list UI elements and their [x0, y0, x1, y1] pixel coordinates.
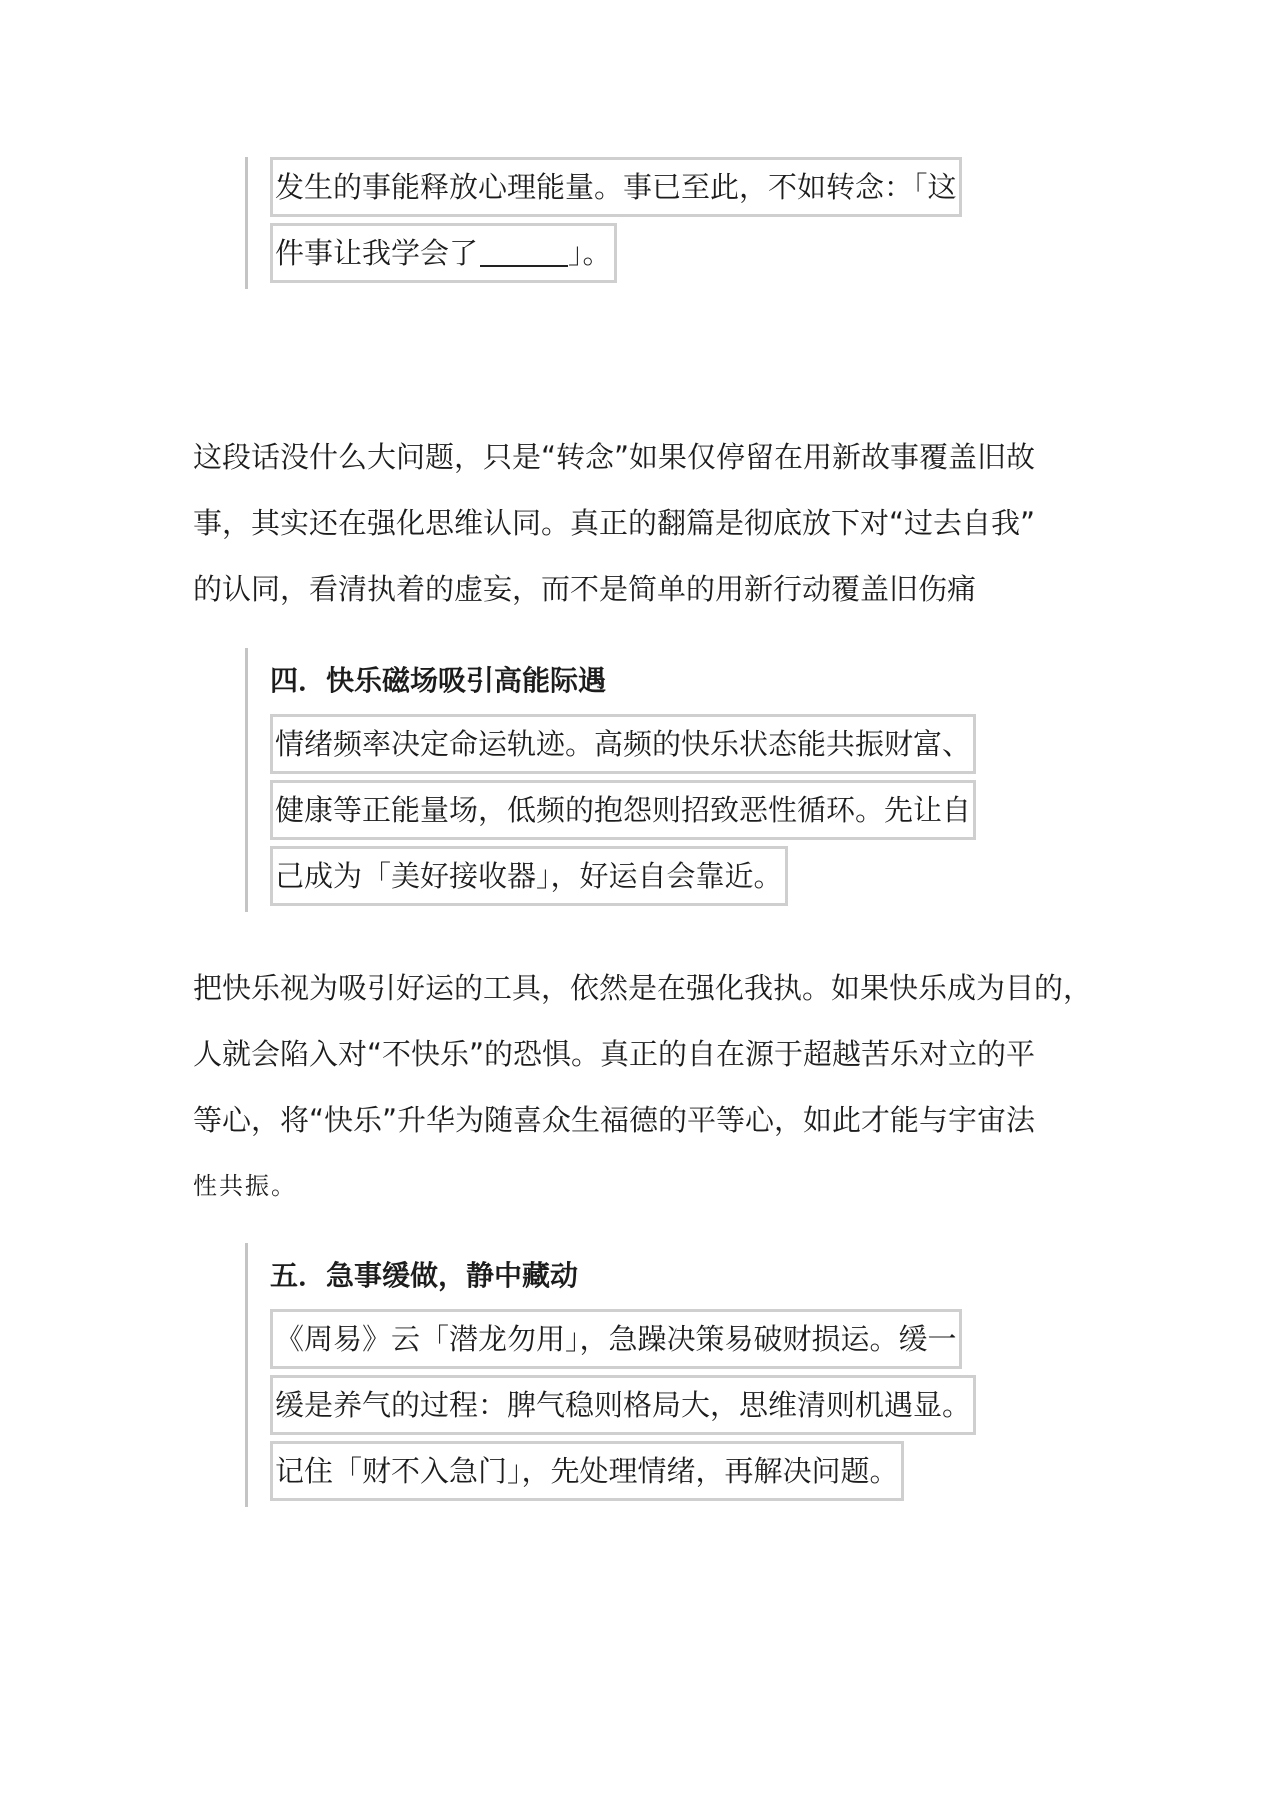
- paragraph-line: 这段话没什么大问题，只是“转念”如果仅停留在用新故事覆盖旧故: [193, 440, 1036, 474]
- quote-line: [270, 714, 972, 780]
- quote-block-section-5: [245, 1243, 972, 1507]
- quote-text: 缓是养气的过程：脾气稳则格局大，思维清则机遇显。: [270, 1375, 976, 1435]
- section-heading: 五．急事缓做，静中藏动: [270, 1259, 579, 1292]
- paragraph-line: 等心，将“快乐”升华为随喜众生福德的平等心，如此才能与宇宙法: [193, 1103, 1036, 1137]
- fill-in-blank: [480, 265, 568, 267]
- commentary-paragraph-2: [193, 955, 1092, 1219]
- section-heading: 四．快乐磁场吸引高能际遇: [270, 664, 607, 697]
- quote-text: 《周易》云「潜龙勿用」，急躁决策易破财损运。缓一: [270, 1309, 962, 1369]
- quote-text: 记住「财不入急门」，先处理情绪，再解决问题。: [270, 1441, 904, 1501]
- paragraph-line: 人就会陷入对“不快乐”的恐惧。真正的自在源于超越苦乐对立的平: [193, 1037, 1036, 1071]
- quote-line: [270, 1441, 899, 1507]
- paragraph-line: 性共振。: [193, 1172, 297, 1200]
- quote-line: [270, 1375, 972, 1441]
- quote-line: [270, 780, 972, 846]
- quote-line: [270, 1309, 957, 1375]
- quote-block-section-4: [245, 648, 972, 912]
- quote-block-1: [245, 157, 957, 289]
- quote-line: [270, 846, 783, 912]
- paragraph-line: 事，其实还在强化思维认同。真正的翻篇是彻底放下对“过去自我”: [193, 506, 1036, 540]
- quote-text: 情绪频率决定命运轨迹。高频的快乐状态能共振财富、: [270, 714, 976, 774]
- paragraph-line: 的认同，看清执着的虚妄，而不是简单的用新行动覆盖旧伤痛: [193, 572, 977, 606]
- commentary-paragraph-1: [193, 424, 1035, 622]
- quote-text: 健康等正能量场，低频的抱怨则招致恶性循环。先让自: [270, 780, 976, 840]
- quote-text: 发生的事能释放心理能量。事已至此，不如转念：「这: [270, 157, 962, 217]
- paragraph-line: 把快乐视为吸引好运的工具，依然是在强化我执。如果快乐成为目的，: [193, 971, 1093, 1005]
- quote-text-part: 件事让我学会了: [275, 236, 479, 270]
- quote-text: [270, 223, 617, 283]
- quote-text-end: 」。: [568, 236, 612, 270]
- quote-text: 己成为「美好接收器」，好运自会靠近。: [270, 846, 788, 906]
